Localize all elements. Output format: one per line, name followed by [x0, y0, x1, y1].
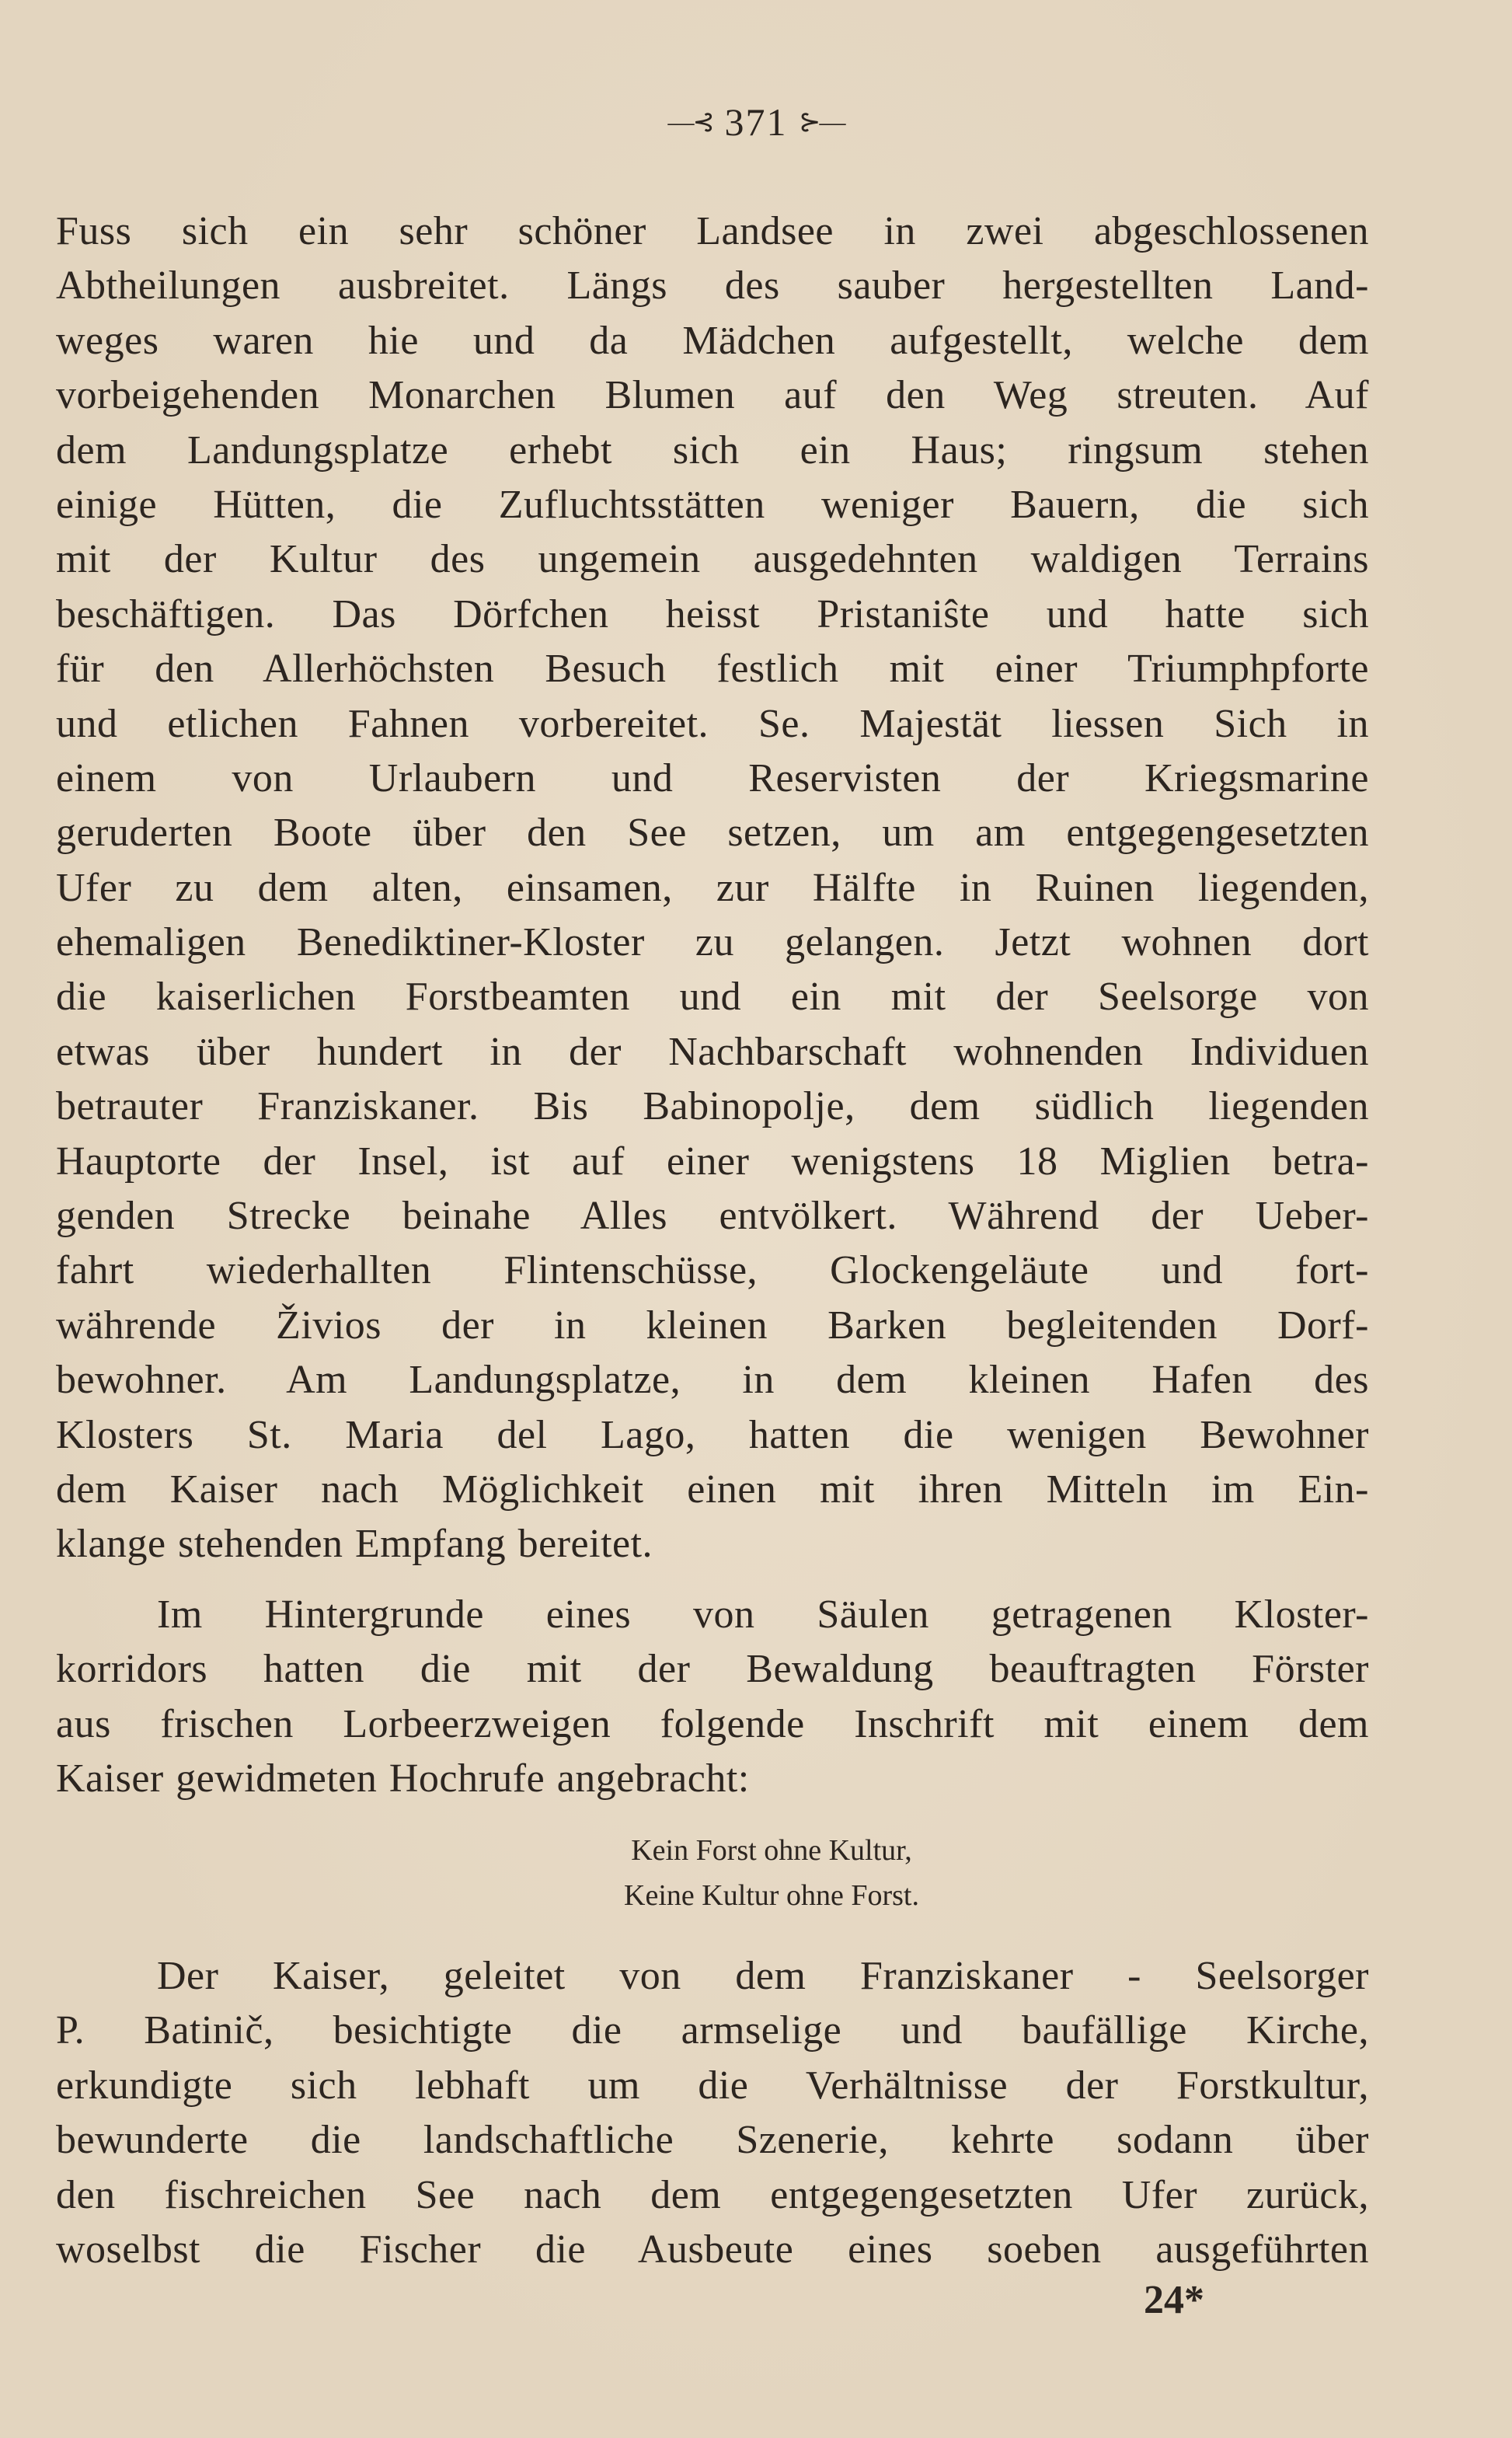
text-line: währende Živios der in kleinen Barken begleitenden Dorf- [56, 1303, 1369, 1348]
header-ornament-right: ⊱— [799, 108, 845, 137]
text-line: vorbeigehenden Monarchen Blumen auf den Weg streuten. Auf [56, 373, 1369, 418]
text-line: bewunderte die landschaftliche Szenerie, kehrte sodann über [56, 2118, 1369, 2163]
text-line: aus frischen Lorbeerzweigen folgende Inschrift mit einem dem [56, 1701, 1369, 1746]
text-line: beschäftigen. Das Dörfchen heisst Pristaniŝte und hatte sich [56, 591, 1369, 637]
signature-mark: 24* [1144, 2278, 1204, 2322]
text-line: Klosters St. Maria del Lago, hatten die wenigen Bewohner [56, 1412, 1369, 1457]
text-line: Hauptorte der Insel, ist auf einer wenigstens 18 Miglien betra- [56, 1139, 1369, 1184]
text-line: betrauter Franziskaner. Bis Babinopolje, dem südlich liegenden [56, 1084, 1369, 1129]
header-ornament-left: —⊰ [667, 108, 713, 137]
text-line: ehemaligen Benediktiner-Kloster zu gelangen. Jetzt wohnen dort [56, 920, 1369, 965]
text-line: dem Landungsplatze erhebt sich ein Haus; ringsum stehen [56, 427, 1369, 473]
text-line: genden Strecke beinahe Alles entvölkert. Während der Ueber- [56, 1194, 1369, 1239]
inscription-line: Kein Forst ohne Kultur, [631, 1834, 912, 1867]
text-line: Im Hintergrunde eines von Säulen getragenen Kloster- [157, 1592, 1369, 1637]
text-line: Der Kaiser, geleitet von dem Franziskaner - Seelsorger [157, 1954, 1369, 1998]
text-line: den fischreichen See nach dem entgegengesetzten Ufer zurück, [56, 2172, 1369, 2217]
text-line: einem von Urlaubern und Reservisten der Kriegsmarine [56, 755, 1369, 800]
text-line: dem Kaiser nach Möglichkeit einen mit ihren Mitteln im Ein- [56, 1467, 1369, 1512]
text-line: weges waren hie und da Mädchen aufgestellt, welche dem [56, 318, 1369, 363]
paragraph-3 [56, 1949, 1369, 2277]
text-line: geruderten Boote über den See setzen, um am entgegengesetzten [56, 811, 1369, 856]
text-line: fahrt wiederhallten Flintenschüsse, Glockengeläute und fort- [56, 1248, 1369, 1293]
text-line: bewohner. Am Landungsplatze, in dem kleinen Hafen des [56, 1358, 1369, 1403]
page-number: 371 [724, 100, 788, 144]
page-header [0, 99, 1512, 145]
text-line: für den Allerhöchsten Besuch festlich mit einer Triumphpforte [56, 647, 1369, 692]
text-line: P. Batinič, besichtigte die armselige und baufällige Kirche, [56, 2008, 1369, 2053]
text-line: korridors hatten die mit der Bewaldung beauftragten Förster [56, 1647, 1369, 1692]
inscription [0, 1828, 1512, 1918]
text-line: Fuss sich ein sehr schöner Landsee in zwei abgeschlossenen [56, 209, 1369, 253]
text-line: einige Hütten, die Zufluchtsstätten weniger Bauern, die sich [56, 482, 1369, 527]
text-line: die kaiserlichen Forstbeamten und ein mit der Seelsorge von [56, 975, 1369, 1020]
paragraph-1 [56, 204, 1369, 1572]
inscription-line: Keine Kultur ohne Forst. [624, 1879, 919, 1912]
text-line: und etlichen Fahnen vorbereitet. Se. Majestät liessen Sich in [56, 701, 1369, 746]
text-line: woselbst die Fischer die Ausbeute eines soeben ausgeführten [56, 2227, 1369, 2272]
text-line: etwas über hundert in der Nachbarschaft wohnenden Individuen [56, 1029, 1369, 1074]
text-line: Kaiser gewidmeten Hochrufe angebracht: [56, 1756, 750, 1801]
paragraph-2 [56, 1588, 1369, 1807]
text-line: Abtheilungen ausbreitet. Längs des sauber hergestellten Land- [56, 263, 1369, 309]
text-line: erkundigte sich lebhaft um die Verhältnisse der Forstkultur, [56, 2063, 1369, 2108]
text-line: mit der Kultur des ungemein ausgedehnten waldigen Terrains [56, 537, 1369, 582]
text-line: klange stehenden Empfang bereitet. [56, 1522, 653, 1567]
text-line: Ufer zu dem alten, einsamen, zur Hälfte in Ruinen liegenden, [56, 865, 1369, 910]
